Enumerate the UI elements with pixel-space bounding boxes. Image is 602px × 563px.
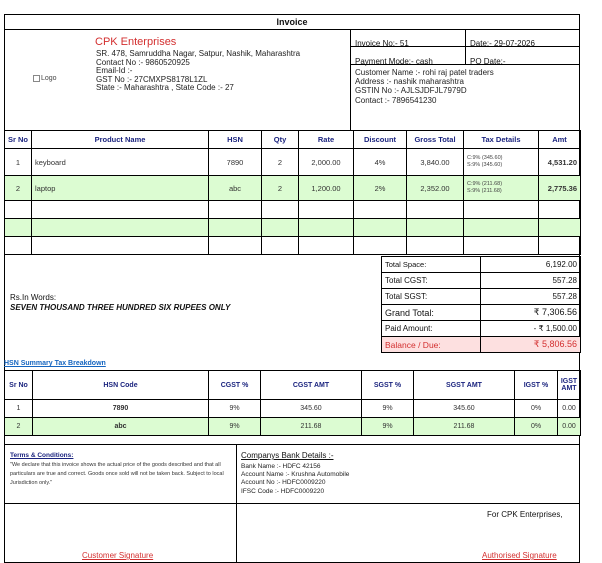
customer-signature: Customer Signature [82,551,154,560]
totals-table [381,256,581,353]
bank-ifsc: IFSC Code :- HDFC0009220 [241,487,325,495]
hsn-summary-title: HSN Summary Tax Breakdown [4,360,106,367]
tax-details: C:9% (345.60) S:9% (345.60) [464,149,539,176]
customer-details [355,68,494,105]
table-row: 1 keyboard 7890 2 2,000.00 4% 3,840.00 C:9% (345.60) S:9% (345.60) 4,531.20 [5,149,581,176]
invoice-title: Invoice [4,14,580,30]
broken-image-icon [33,75,40,82]
for-company-label: For CPK Enterprises, [487,510,563,519]
po-date: PO Date:- [466,47,580,65]
col-qty: Qty [262,131,299,149]
tax-details: C:9% (211.68) S:9% (211.68) [464,176,539,201]
terms-title: Terms & Conditions: [10,452,74,459]
col-discount: Discount [354,131,407,149]
invoice-meta [351,30,580,130]
company-address: SR. 478, Samruddha Nagar, Satpur, Nashik, Maharashtra [96,49,301,58]
payment-mode: Payment Mode:- cash [351,47,466,65]
total-space-row: Total Space: 6,192.00 [382,257,581,273]
table-row: 2 abc 9% 211.68 9% 211.68 0% 0.00 [5,418,581,436]
words-value: SEVEN THOUSAND THREE HUNDRED SIX RUPEES ONLY [10,303,231,312]
bank-account-name: Account Name :- Krushna Automobile [241,471,350,479]
company-state: State :- Maharashtra , State Code :- 27 [96,83,234,93]
empty-row [5,219,581,237]
company-logo: Logo [33,75,57,82]
total-cgst-row: Total CGST: 557.28 [382,273,581,289]
invoice-no: Invoice No:- 51 [351,30,466,47]
words-label: Rs.In Words: [10,293,57,302]
bank-name: Bank Name :- HDFC 42156 [241,463,321,470]
col-rate: Rate [299,131,354,149]
customer-name: Customer Name :- rohi raj patel traders [355,68,494,77]
customer-contact: Contact :- 7896541230 [355,95,437,105]
table-row: 1 7890 9% 345.60 9% 345.60 0% 0.00 [5,400,581,418]
authorised-signature: Authorised Signature [482,551,557,560]
col-gross-total: Gross Total [407,131,464,149]
signature-divider [236,504,237,563]
company-name: CPK Enterprises [95,36,177,48]
col-hsn: HSN [209,131,262,149]
col-product-name: Product Name [32,131,209,149]
empty-row [5,201,581,219]
grand-total-row: Grand Total: ₹ 7,306.56 [382,305,581,321]
terms-divider [236,444,237,504]
bank-title: Companys Bank Details :- [241,451,334,460]
company-info [96,50,300,93]
table-row: 2 laptop abc 2 1,200.00 2% 2,352.00 C:9% (211.68) S:9% (211.68) 2,775.36 [5,176,581,201]
items-table [4,130,581,255]
items-header-row [5,131,581,149]
customer-gstin: GSTIN No :- AJLSJDFJL7979D [355,86,467,96]
amount-in-words [10,293,230,313]
customer-address: Address :- nashik maharashtra [355,77,464,87]
col-sr-no: Sr No [5,131,32,149]
bank-details [241,463,349,496]
terms-text: "We declare that this invoice shows the actual price of the goods described and that all particulars are true and correct. Goods once sold will not be taken back. Subject to local Jurisdiction only." [10,462,224,486]
col-tax-details: Tax Details [464,131,539,149]
company-contact: Contact No :- 9860520925 [96,57,190,67]
paid-amount-row: Paid Amount: - ₹ 1,500.00 [382,321,581,337]
total-sgst-row: Total SGST: 557.28 [382,289,581,305]
company-gst: GST No :- 27CMXPS8178L1ZL [96,74,208,84]
balance-due-row: Balance / Due: ₹ 5,806.56 [382,337,581,353]
company-email: Email-Id :- [96,66,133,76]
invoice-date: Date:- 29-07-2026 [466,30,580,47]
hsn-summary-table [4,370,581,436]
bank-account-no: Account No :- HDFC0009220 [241,479,326,487]
hsn-header-row: Sr No HSN Code CGST % CGST AMT SGST % SGST AMT IGST % IGST AMT [5,371,581,400]
empty-row [5,237,581,255]
col-amt: Amt [539,131,581,149]
